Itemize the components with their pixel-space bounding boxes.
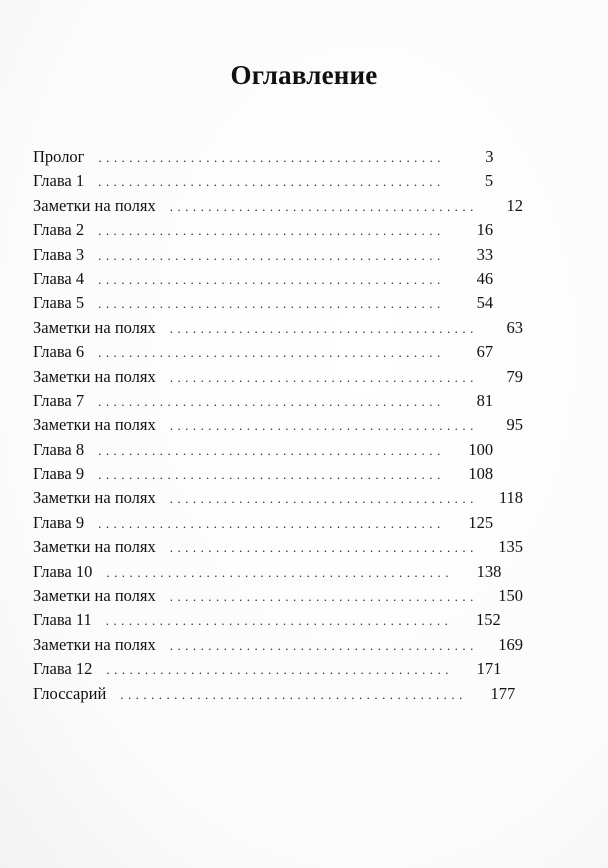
toc-entry bbox=[33, 657, 523, 681]
toc-entry-page-number: 16 bbox=[476, 220, 494, 240]
toc-dot-leader bbox=[106, 561, 451, 585]
toc-entry bbox=[33, 413, 523, 437]
toc-dot-leader bbox=[170, 585, 473, 609]
toc-entry-label: Глава 2 bbox=[33, 220, 85, 240]
toc-entry bbox=[33, 462, 523, 486]
toc-dot-leader bbox=[98, 341, 443, 365]
toc-entry-label: Заметки на полях bbox=[33, 537, 156, 557]
toc-dot-leader bbox=[170, 366, 473, 390]
toc-dot-leader bbox=[98, 463, 443, 487]
toc-entry-page-number: 125 bbox=[468, 512, 494, 532]
toc-entry-label: Глава 5 bbox=[33, 293, 85, 313]
toc-entry-page-number: 12 bbox=[506, 195, 523, 215]
toc-entry bbox=[33, 438, 523, 462]
toc-entry-label: Заметки на полях bbox=[33, 366, 156, 386]
toc-entry bbox=[33, 633, 523, 657]
toc-entry-page-number: 100 bbox=[468, 439, 494, 459]
toc-entry bbox=[33, 584, 523, 608]
toc-dot-leader bbox=[170, 536, 473, 560]
toc-entry-page-number: 81 bbox=[476, 390, 494, 410]
toc-entry-page-number: 118 bbox=[498, 488, 523, 508]
toc-entry-page-number: 3 bbox=[485, 147, 494, 166]
toc-entry-label: Глоссарий bbox=[33, 683, 107, 703]
toc-entry bbox=[33, 194, 523, 218]
toc-entry-label: Заметки на полях bbox=[33, 415, 156, 435]
toc-entry-label: Заметки на полях bbox=[33, 634, 156, 654]
toc-entry-label: Глава 7 bbox=[33, 390, 85, 410]
toc-entry-label: Глава 3 bbox=[33, 244, 85, 264]
toc-entry bbox=[33, 682, 523, 706]
toc-dot-leader bbox=[170, 195, 473, 219]
toc-dot-leader bbox=[98, 244, 443, 268]
toc-dot-leader bbox=[98, 170, 443, 194]
toc-entry bbox=[33, 560, 523, 584]
toc-dot-leader bbox=[106, 609, 451, 633]
toc-entry-label: Глава 9 bbox=[33, 464, 85, 484]
toc-dot-leader bbox=[170, 414, 473, 438]
table-of-contents bbox=[33, 145, 523, 706]
toc-entry-label: Глава 12 bbox=[33, 659, 93, 679]
toc-entry-label: Глава 8 bbox=[33, 439, 85, 459]
toc-entry-page-number: 54 bbox=[476, 293, 494, 313]
toc-dot-leader bbox=[170, 317, 473, 341]
toc-dot-leader bbox=[98, 146, 443, 170]
toc-dot-leader bbox=[98, 292, 443, 316]
toc-entry bbox=[33, 218, 523, 242]
toc-dot-leader bbox=[98, 219, 443, 243]
toc-entry-page-number: 171 bbox=[476, 659, 502, 679]
toc-dot-leader bbox=[98, 512, 443, 536]
toc-dot-leader bbox=[98, 390, 443, 414]
toc-entry bbox=[33, 291, 523, 315]
toc-entry-page-number: 177 bbox=[490, 683, 516, 703]
toc-entry-page-number: 95 bbox=[506, 415, 523, 435]
toc-entry-page-number: 33 bbox=[476, 244, 494, 264]
toc-entry-label: Заметки на полях bbox=[33, 317, 156, 337]
toc-entry-page-number: 169 bbox=[498, 634, 523, 654]
toc-entry-page-number: 152 bbox=[476, 610, 501, 630]
toc-dot-leader bbox=[98, 439, 443, 463]
toc-entry bbox=[33, 145, 523, 169]
toc-entry-page-number: 63 bbox=[506, 317, 523, 337]
toc-dot-leader bbox=[98, 268, 443, 292]
toc-entry bbox=[33, 267, 523, 291]
toc-entry bbox=[33, 486, 523, 510]
toc-entry bbox=[33, 340, 523, 364]
toc-dot-leader bbox=[106, 658, 451, 682]
toc-entry bbox=[33, 511, 523, 535]
toc-entry-label: Глава 10 bbox=[33, 561, 93, 581]
toc-dot-leader bbox=[170, 487, 473, 511]
toc-entry-page-number: 79 bbox=[506, 366, 523, 386]
toc-entry-page-number: 5 bbox=[484, 171, 494, 191]
toc-entry bbox=[33, 535, 523, 559]
toc-entry-page-number: 135 bbox=[498, 537, 523, 557]
toc-entry-page-number: 138 bbox=[476, 561, 502, 581]
toc-entry-page-number: 150 bbox=[498, 586, 523, 606]
toc-entry-label: Глава 9 bbox=[33, 512, 85, 532]
toc-dot-leader bbox=[170, 634, 473, 658]
toc-entry-label: Глава 6 bbox=[33, 342, 85, 362]
toc-entry-label: Глава 11 bbox=[33, 610, 92, 630]
toc-entry bbox=[33, 608, 523, 632]
toc-entry-page-number: 67 bbox=[476, 342, 494, 362]
toc-entry-label: Глава 1 bbox=[33, 171, 85, 191]
toc-dot-leader bbox=[120, 683, 465, 707]
toc-entry bbox=[33, 365, 523, 389]
toc-entry-label: Глава 4 bbox=[33, 268, 85, 288]
toc-entry bbox=[33, 316, 523, 340]
toc-entry-label: Заметки на полях bbox=[33, 586, 156, 606]
toc-entry-page-number: 108 bbox=[468, 464, 494, 484]
toc-entry-label: Пролог bbox=[33, 147, 85, 166]
toc-entry-page-number: 46 bbox=[476, 268, 494, 288]
toc-entry bbox=[33, 169, 523, 193]
toc-entry bbox=[33, 243, 523, 267]
page-title: Оглавление bbox=[230, 60, 378, 90]
toc-entry-label: Заметки на полях bbox=[33, 195, 156, 215]
toc-entry bbox=[33, 389, 523, 413]
toc-entry-label: Заметки на полях bbox=[33, 488, 156, 508]
